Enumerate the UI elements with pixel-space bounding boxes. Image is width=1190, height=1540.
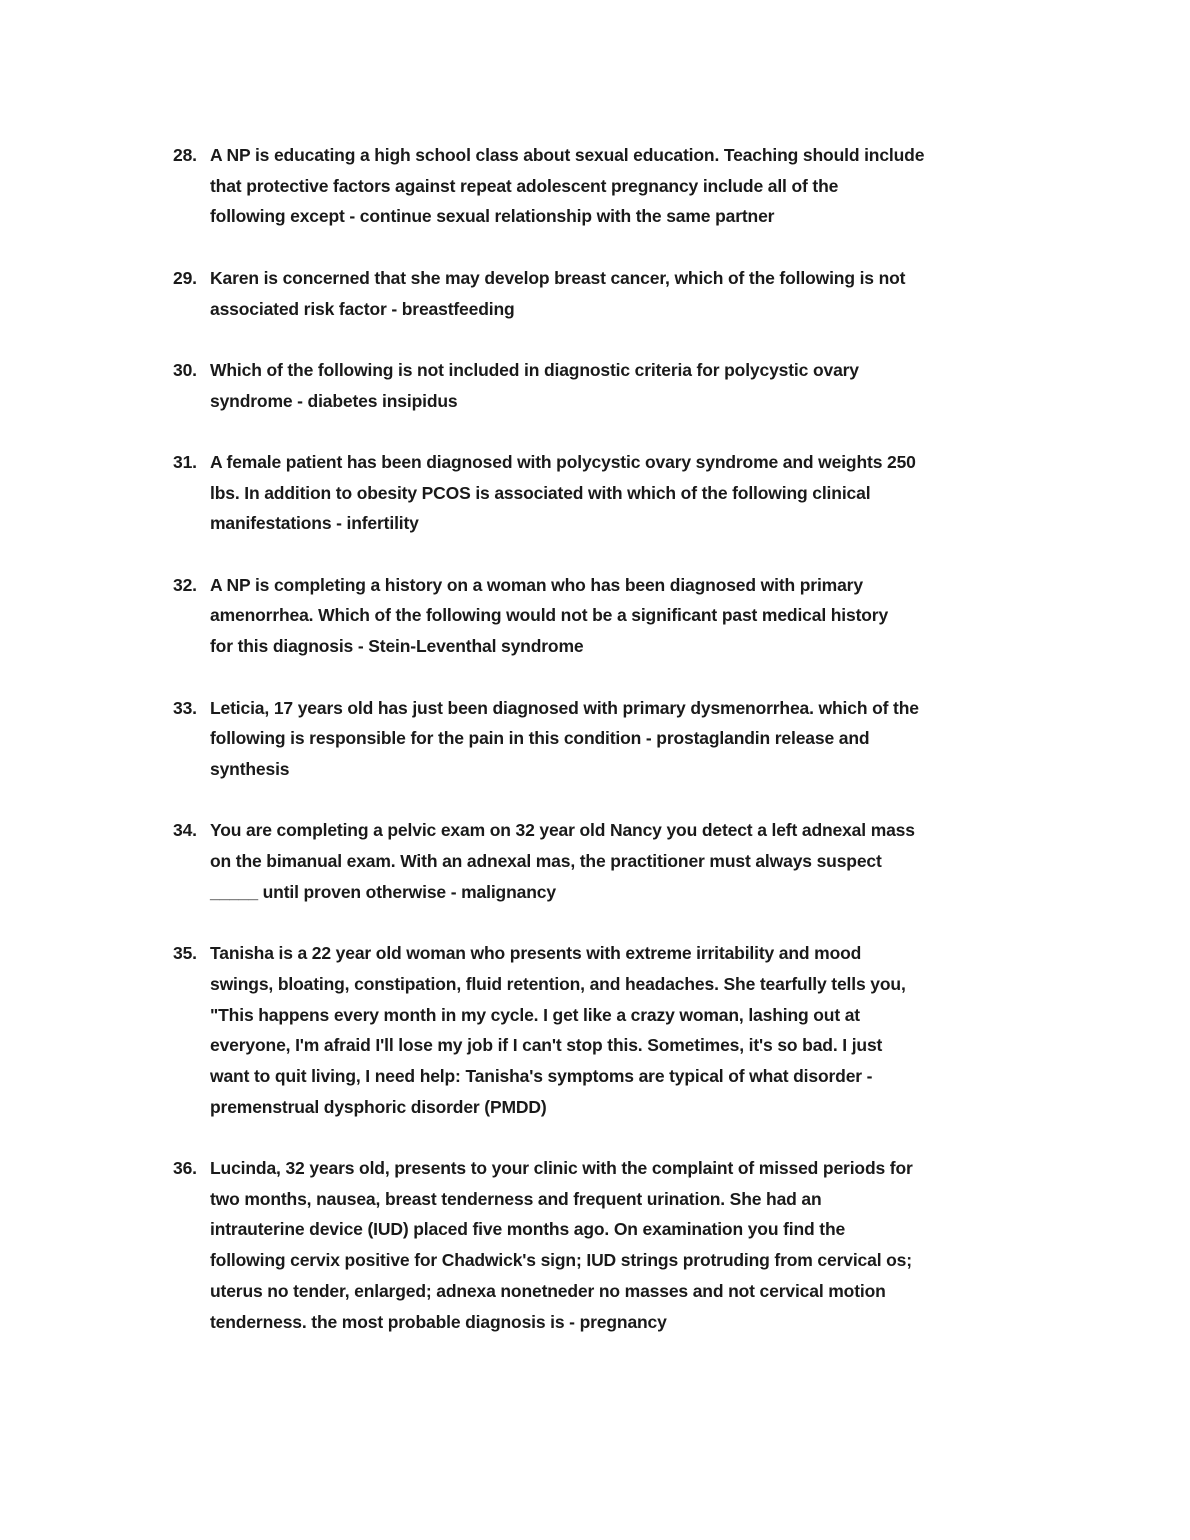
question-text-line: A NP is educating a high school class about sexual education. Teaching should include <box>210 145 925 165</box>
question-number: 30. <box>173 359 197 380</box>
question-item <box>173 1153 1073 1337</box>
question-text-line: Lucinda, 32 years old, presents to your clinic with the complaint of missed periods for <box>210 1158 913 1179</box>
question-text-line: want to quit living, I need help: Tanisha's symptoms are typical of what disorder - <box>210 1065 873 1086</box>
question-text-line: associated risk factor - breastfeeding <box>210 298 515 319</box>
question-text-line: everyone, I'm afraid I'll lose my job if I can't stop this. Sometimes, it's so bad. I just <box>210 1035 883 1056</box>
question-text-line: Leticia, 17 years old has just been diagnosed with primary dysmenorrhea. which of the <box>210 697 919 718</box>
question-text-line: on the bimanual exam. With an adnexal mas, the practitioner must always suspect <box>210 851 882 872</box>
question-text-line: syndrome - diabetes insipidus <box>210 390 458 411</box>
question-text-line: Tanisha is a 22 year old woman who presents with extreme irritability and mood <box>210 943 862 964</box>
question-text-line: Which of the following is not included in diagnostic criteria for polycystic ovary <box>210 359 859 380</box>
question-text-line: manifestations - infertility <box>210 513 419 534</box>
question-text-line: following is responsible for the pain in this condition - prostaglandin release and <box>210 728 870 749</box>
question-number: 34. <box>173 820 197 841</box>
question-text-line: uterus no tender, enlarged; adnexa nonetneder no masses and not cervical motion <box>210 1280 886 1301</box>
question-text-line: swings, bloating, constipation, fluid retention, and headaches. She tearfully tells you, <box>210 973 906 994</box>
question-text-line: A NP is completing a history on a woman who has been diagnosed with primary <box>210 574 863 595</box>
question-item <box>173 355 1073 416</box>
question-number: 32. <box>173 574 197 595</box>
question-text-line: premenstrual dysphoric disorder (PMDD) <box>210 1096 547 1117</box>
question-text-line: following cervix positive for Chadwick's sign; IUD strings protruding from cervical os; <box>210 1250 912 1271</box>
question-item <box>173 938 1073 1122</box>
question-number: 29. <box>173 267 197 288</box>
question-item <box>173 815 1073 907</box>
question-text-line: synthesis <box>210 758 290 779</box>
question-number: 36. <box>173 1158 197 1179</box>
question-text-line: lbs. In addition to obesity PCOS is associated with which of the following clinical <box>210 482 871 503</box>
question-item <box>173 140 1073 232</box>
question-number: 35. <box>173 943 197 964</box>
question-text-line: amenorrhea. Which of the following would not be a significant past medical history <box>210 605 889 626</box>
question-item <box>173 570 1073 662</box>
question-text-line: You are completing a pelvic exam on 32 year old Nancy you detect a left adnexal mass <box>210 820 915 841</box>
question-item <box>173 263 1073 324</box>
question-text-line: _____ until proven otherwise - malignancy <box>210 881 556 902</box>
question-number: 33. <box>173 697 197 718</box>
question-item <box>173 447 1073 539</box>
question-text-line: Karen is concerned that she may develop breast cancer, which of the following is not <box>210 267 906 288</box>
question-text-line: A female patient has been diagnosed with polycystic ovary syndrome and weights 250 <box>210 451 916 472</box>
question-list <box>173 140 1073 1368</box>
question-text-line: "This happens every month in my cycle. I get like a crazy woman, lashing out at <box>210 1004 860 1025</box>
question-text-line: for this diagnosis - Stein-Leventhal syndrome <box>210 636 584 657</box>
question-number: 28. <box>173 145 197 165</box>
question-text-line: following except - continue sexual relationship with the same partner <box>210 206 775 227</box>
question-text-line: intrauterine device (IUD) placed five months ago. On examination you find the <box>210 1219 846 1240</box>
question-number: 31. <box>173 451 197 472</box>
question-text-line: that protective factors against repeat adolescent pregnancy include all of the <box>210 175 839 196</box>
question-text-line: two months, nausea, breast tenderness and frequent urination. She had an <box>210 1188 822 1209</box>
question-text-line: tenderness. the most probable diagnosis is - pregnancy <box>210 1311 667 1332</box>
question-item <box>173 693 1073 785</box>
